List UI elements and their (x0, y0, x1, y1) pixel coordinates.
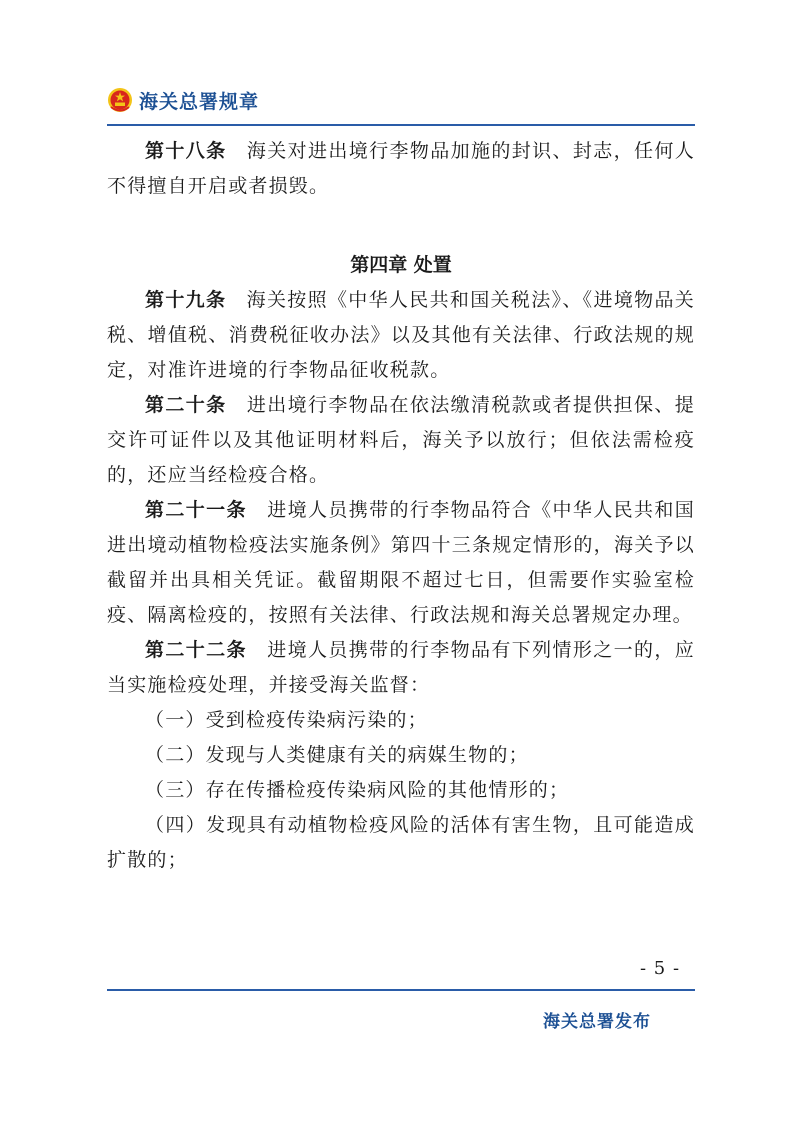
article-label: 第二十条 (145, 394, 227, 416)
article-text: 海关对进出境行李物品加施的封识、封志，任何人不得擅自开启或者损毁。 (107, 140, 696, 197)
list-item: （四）发现具有动植物检疫风险的活体有害生物，且可能造成扩散的； (107, 814, 695, 871)
article-18 (107, 134, 695, 204)
page-number: - 5 - (640, 958, 681, 979)
national-emblem-icon (107, 87, 133, 113)
article-19 (107, 283, 695, 388)
article-22 (107, 633, 695, 703)
list-item: （一）受到检疫传染病污染的； (145, 709, 428, 731)
article-text: 进境人员携带的行李物品有下列情形之一的，应当实施检疫处理，并接受海关监督： (107, 639, 696, 696)
article-text: 进出境行李物品在依法缴清税款或者提供担保、提交许可证件以及其他证明材料后，海关予以放行；但依法需检疫的，还应当经检疫合格。 (107, 394, 696, 486)
chapter-title: 第四章 处置 (350, 254, 452, 276)
header-brand: 海关总署规章 (139, 90, 260, 113)
list-item: （二）发现与人类健康有关的病媒生物的； (145, 744, 529, 766)
article-label: 第二十二条 (145, 639, 247, 661)
article-label: 第二十一条 (145, 499, 247, 521)
article-text: 海关按照《中华人民共和国关税法》、《进境物品关税、增值税、消费税征收办法》以及其他有关法律、行政法规的规定，对准许进境的行李物品征收税款。 (107, 289, 695, 381)
article-text: 进境人员携带的行李物品符合《中华人民共和国进出境动植物检疫法实施条例》第四十三条规定情形的，海关予以截留并出具相关凭证。截留期限不超过七日，但需要作实验室检疫、隔离检疫的，按照有关法律、行政法规和海关总署规定办理。 (107, 499, 696, 626)
page-header (107, 82, 259, 118)
header-rule (107, 124, 695, 126)
document-body (107, 134, 695, 878)
list-item: （三）存在传播检疫传染病风险的其他情形的； (145, 779, 570, 801)
article-21 (107, 493, 695, 633)
article-20 (107, 388, 695, 493)
article-label: 第十八条 (145, 140, 227, 162)
article-label: 第十九条 (145, 289, 227, 311)
footer-publisher: 海关总署发布 (543, 1012, 651, 1032)
footer-rule (107, 989, 695, 991)
